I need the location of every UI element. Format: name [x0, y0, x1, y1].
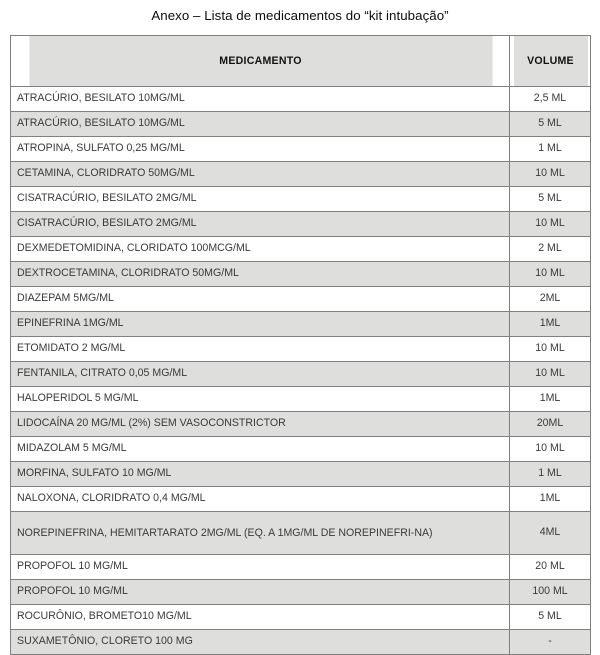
cell-medicamento: HALOPERIDOL 5 MG/ML	[11, 387, 510, 412]
cell-medicamento: CISATRACÚRIO, BESILATO 2MG/ML	[11, 212, 510, 237]
table-row	[11, 512, 591, 555]
cell-volume: 100 ML	[510, 580, 591, 605]
cell-volume: 1ML	[510, 312, 591, 337]
cell-volume: 1 ML	[510, 137, 591, 162]
cell-medicamento: PROPOFOL 10 MG/ML	[11, 580, 510, 605]
cell-volume: 10 ML	[510, 262, 591, 287]
cell-medicamento: ATROPINA, SULFATO 0,25 MG/ML	[11, 137, 510, 162]
cell-medicamento: PROPOFOL 10 MG/ML	[11, 555, 510, 580]
cell-volume: 4ML	[510, 512, 591, 555]
table-row	[11, 237, 591, 262]
table-row	[11, 312, 591, 337]
cell-medicamento: EPINEFRINA 1MG/ML	[11, 312, 510, 337]
table-row	[11, 555, 591, 580]
cell-medicamento: DEXTROCETAMINA, CLORIDRATO 50MG/ML	[11, 262, 510, 287]
column-header-volume: VOLUME	[512, 36, 587, 87]
cell-medicamento: FENTANILA, CITRATO 0,05 MG/ML	[11, 362, 510, 387]
cell-volume: 10 ML	[510, 437, 591, 462]
table-row	[11, 137, 591, 162]
cell-medicamento: SUXAMETÔNIO, CLORETO 100 MG	[11, 630, 510, 655]
cell-medicamento: NOREPINEFRINA, HEMITARTARATO 2MG/ML (EQ. A 1MG/ML DE NOREPINEFRI-NA)	[11, 512, 510, 555]
cell-volume: 10 ML	[510, 362, 591, 387]
table-row	[11, 337, 591, 362]
cell-volume: 2 ML	[510, 237, 591, 262]
table-row	[11, 87, 591, 112]
table-row	[11, 287, 591, 312]
cell-volume: 5 ML	[510, 605, 591, 630]
medication-table	[10, 35, 591, 655]
table-row	[11, 112, 591, 137]
cell-volume: 5 ML	[510, 187, 591, 212]
cell-medicamento: LIDOCAÍNA 20 MG/ML (2%) SEM VASOCONSTRICTOR	[11, 412, 510, 437]
cell-volume: 5 ML	[510, 112, 591, 137]
table-row	[11, 487, 591, 512]
table-row	[11, 580, 591, 605]
cell-medicamento: ATRACÚRIO, BESILATO 10MG/ML	[11, 112, 510, 137]
cell-medicamento: MORFINA, SULFATO 10 MG/ML	[11, 462, 510, 487]
cell-volume: 1 ML	[510, 462, 591, 487]
cell-volume: 20 ML	[510, 555, 591, 580]
table-row	[11, 187, 591, 212]
cell-volume: 20ML	[510, 412, 591, 437]
table-row	[11, 630, 591, 655]
cell-volume: 10 ML	[510, 212, 591, 237]
cell-volume: 2,5 ML	[510, 87, 591, 112]
cell-volume: 1ML	[510, 487, 591, 512]
cell-volume: -	[510, 630, 591, 655]
table-row	[11, 212, 591, 237]
cell-medicamento: NALOXONA, CLORIDRATO 0,4 MG/ML	[11, 487, 510, 512]
table-header-row	[11, 36, 591, 87]
table-row	[11, 387, 591, 412]
table-row	[11, 362, 591, 387]
cell-volume: 2ML	[510, 287, 591, 312]
cell-medicamento: DIAZEPAM 5MG/ML	[11, 287, 510, 312]
cell-volume: 10 ML	[510, 337, 591, 362]
cell-medicamento: ROCURÔNIO, BROMETO10 MG/ML	[11, 605, 510, 630]
table-header	[11, 36, 591, 87]
column-header-medicamento: MEDICAMENTO	[28, 36, 492, 87]
table-row	[11, 437, 591, 462]
table-row	[11, 162, 591, 187]
cell-volume: 10 ML	[510, 162, 591, 187]
table-row	[11, 412, 591, 437]
table-row	[11, 262, 591, 287]
table-row	[11, 605, 591, 630]
cell-medicamento: DEXMEDETOMIDINA, CLORIDATO 100MCG/ML	[11, 237, 510, 262]
cell-medicamento: ETOMIDATO 2 MG/ML	[11, 337, 510, 362]
cell-medicamento: CISATRACÚRIO, BESILATO 2MG/ML	[11, 187, 510, 212]
table-row	[11, 462, 591, 487]
cell-medicamento: CETAMINA, CLORIDRATO 50MG/ML	[11, 162, 510, 187]
cell-volume: 1ML	[510, 387, 591, 412]
table-body	[11, 87, 591, 655]
cell-medicamento: ATRACÚRIO, BESILATO 10MG/ML	[11, 87, 510, 112]
cell-medicamento: MIDAZOLAM 5 MG/ML	[11, 437, 510, 462]
page-title: Anexo – Lista de medicamentos do “kit intubação”	[151, 8, 449, 23]
table-container	[10, 35, 590, 655]
